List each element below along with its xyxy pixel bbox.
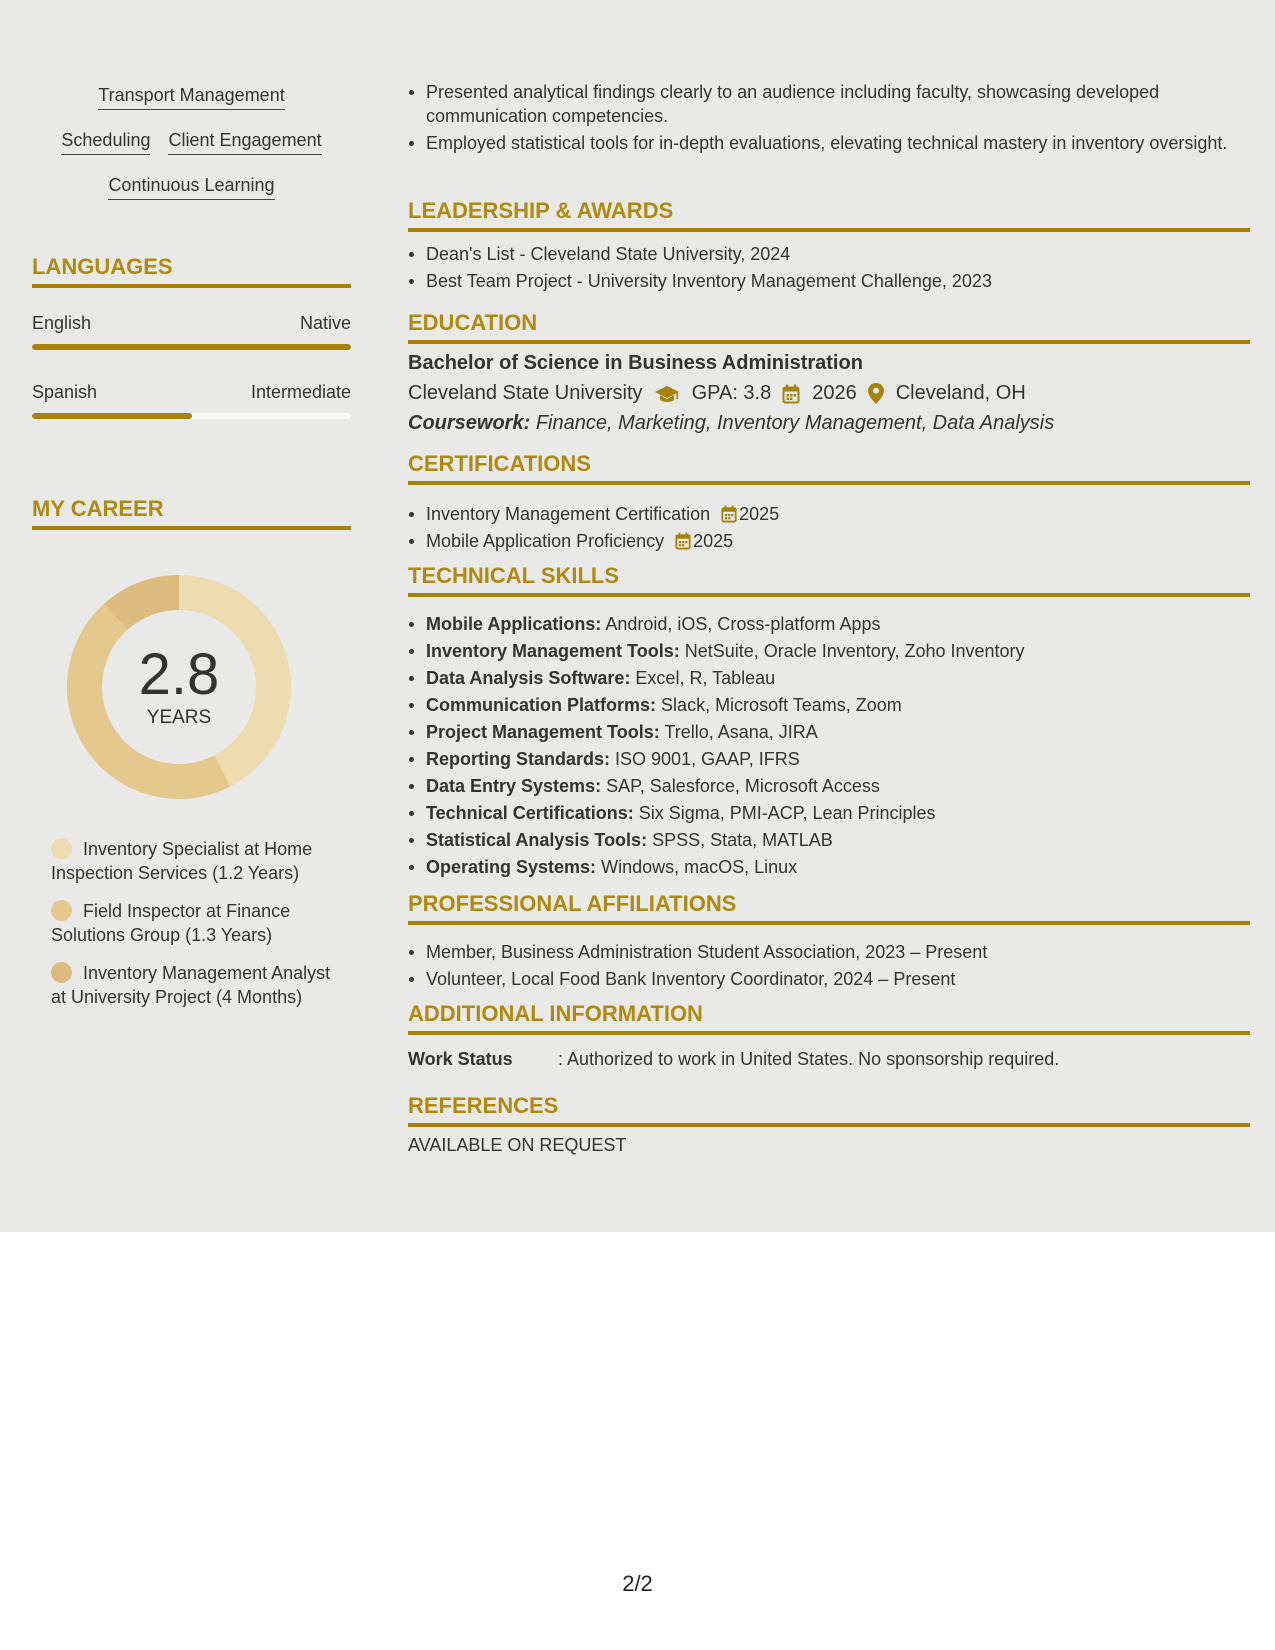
language-item — [32, 382, 351, 419]
school-location: Cleveland, OH — [895, 382, 1026, 404]
language-bar-fill — [32, 344, 351, 350]
certification-year: 2025 — [739, 504, 780, 524]
certification-item — [408, 502, 1250, 526]
affiliations-list — [408, 940, 1250, 991]
technical-skill-item — [408, 693, 1250, 717]
leadership-item: Dean's List - Cleveland State University, 2024 — [408, 242, 1250, 266]
career-legend-item — [51, 961, 341, 1009]
technical-skill-value: Excel, R, Tableau — [635, 668, 776, 688]
technical-skill-label: Data Analysis Software: — [426, 668, 631, 688]
references-text: AVAILABLE ON REQUEST — [408, 1135, 627, 1155]
gpa: GPA: 3.8 — [691, 382, 772, 404]
leadership-heading: LEADERSHIP & AWARDS — [408, 198, 1250, 232]
technical-skill-item — [408, 612, 1250, 636]
affiliations-heading: PROFESSIONAL AFFILIATIONS — [408, 891, 1250, 925]
certification-name: Inventory Management Certification — [426, 504, 711, 524]
technical-skill-item — [408, 774, 1250, 798]
legend-dot — [51, 962, 72, 983]
technical-skill-item — [408, 666, 1250, 690]
education-heading: EDUCATION — [408, 310, 1250, 344]
experience-bullet: Employed statistical tools for in-depth evaluations, elevating technical mastery in inventory oversight. — [408, 131, 1250, 155]
references-heading: REFERENCES — [408, 1093, 1250, 1127]
language-item — [32, 313, 351, 350]
leadership-item: Best Team Project - University Inventory Management Challenge, 2023 — [408, 269, 1250, 293]
certifications-heading: CERTIFICATIONS — [408, 451, 1250, 485]
technical-skill-item — [408, 855, 1250, 879]
technical-skills-heading: TECHNICAL SKILLS — [408, 563, 1250, 597]
technical-skill-item — [408, 639, 1250, 663]
technical-skill-label: Technical Certifications: — [426, 803, 634, 823]
technical-skill-label: Statistical Analysis Tools: — [426, 830, 648, 850]
technical-skills-list — [408, 612, 1250, 879]
technical-skill-value: Trello, Asana, JIRA — [664, 722, 818, 742]
leadership-list — [408, 242, 1250, 293]
technical-skill-value: Slack, Microsoft Teams, Zoom — [661, 695, 902, 715]
career-legend-label: Inventory Management Analyst at University Project (4 Months) — [51, 963, 331, 1007]
technical-skill-value: Windows, macOS, Linux — [601, 857, 798, 877]
language-bar — [32, 413, 351, 419]
technical-skill-label: Operating Systems: — [426, 857, 597, 877]
language-name: English — [32, 313, 92, 333]
technical-skill-value: NetSuite, Oracle Inventory, Zoho Inventory — [684, 641, 1025, 661]
career-heading: MY CAREER — [32, 496, 351, 530]
technical-skill-label: Communication Platforms: — [426, 695, 657, 715]
skill-tag: Continuous Learning — [108, 174, 274, 200]
career-legend-item — [51, 899, 341, 947]
language-name: Spanish — [32, 382, 98, 402]
languages-heading: LANGUAGES — [32, 254, 351, 288]
technical-skill-value: SPSS, Stata, MATLAB — [652, 830, 833, 850]
affiliation-item: Member, Business Administration Student Association, 2023 – Present — [408, 940, 1250, 964]
career-legend — [51, 837, 341, 1023]
affiliation-item: Volunteer, Local Food Bank Inventory Coordinator, 2024 – Present — [408, 967, 1250, 991]
career-legend-label: Inventory Specialist at Home Inspection Services (1.2 Years) — [51, 839, 313, 883]
technical-skill-value: SAP, Salesforce, Microsoft Access — [606, 776, 880, 796]
technical-skill-item — [408, 747, 1250, 771]
experience-bullet: Presented analytical findings clearly to an audience including faculty, showcasing developed communication competencies. — [408, 80, 1250, 128]
graduation-year: 2026 — [812, 382, 857, 404]
career-total-unit: YEARS — [146, 707, 212, 728]
education-entry — [408, 352, 1250, 435]
certification-name: Mobile Application Proficiency — [426, 531, 665, 551]
technical-skill-item — [408, 828, 1250, 852]
technical-skill-label: Inventory Management Tools: — [426, 641, 680, 661]
career-total-value: 2.8 — [138, 642, 220, 707]
work-status-row — [408, 1049, 1250, 1070]
certifications-list — [408, 502, 1250, 553]
language-bar — [32, 344, 351, 350]
technical-skill-label: Reporting Standards: — [426, 749, 611, 769]
coursework-label: Coursework: — [408, 412, 531, 434]
technical-skill-label: Data Entry Systems: — [426, 776, 602, 796]
additional-info-heading: ADDITIONAL INFORMATION — [408, 1001, 1250, 1035]
work-status-value: : Authorized to work in United States. No sponsorship required. — [558, 1049, 1060, 1069]
degree-title: Bachelor of Science in Business Administration — [408, 352, 863, 374]
experience-bullets — [408, 80, 1250, 155]
technical-skill-value: ISO 9001, GAAP, IFRS — [615, 749, 800, 769]
language-level: Intermediate — [250, 382, 351, 402]
language-bar-fill — [32, 413, 192, 419]
legend-dot — [51, 900, 72, 921]
technical-skill-value: Six Sigma, PMI-ACP, Lean Principles — [638, 803, 936, 823]
work-status-label: Work Status — [408, 1049, 513, 1069]
technical-skill-item — [408, 801, 1250, 825]
technical-skill-value: Android, iOS, Cross-platform Apps — [605, 614, 881, 634]
school-name: Cleveland State University — [408, 382, 643, 404]
career-donut-chart — [67, 575, 291, 799]
legend-dot — [51, 838, 72, 859]
skill-tag: Transport Management — [98, 84, 284, 110]
page-number: 2/2 — [622, 1571, 653, 1596]
career-legend-label: Field Inspector at Finance Solutions Group (1.3 Years) — [51, 901, 291, 945]
certification-item — [408, 529, 1250, 553]
skill-tag: Client Engagement — [168, 129, 321, 155]
technical-skill-item — [408, 720, 1250, 744]
calendar-icon — [721, 505, 737, 523]
technical-skill-label: Mobile Applications: — [426, 614, 602, 634]
technical-skill-label: Project Management Tools: — [426, 722, 660, 742]
graduation-cap-icon — [654, 384, 680, 404]
certification-year: 2025 — [693, 531, 734, 551]
career-legend-item — [51, 837, 341, 885]
calendar-icon — [782, 384, 800, 404]
skill-tags — [32, 84, 351, 219]
language-level: Native — [299, 313, 351, 333]
calendar-icon — [675, 532, 691, 550]
coursework-list: Finance, Marketing, Inventory Management, Data Analysis — [535, 412, 1055, 434]
skill-tag: Scheduling — [61, 129, 150, 155]
location-pin-icon — [868, 383, 884, 404]
